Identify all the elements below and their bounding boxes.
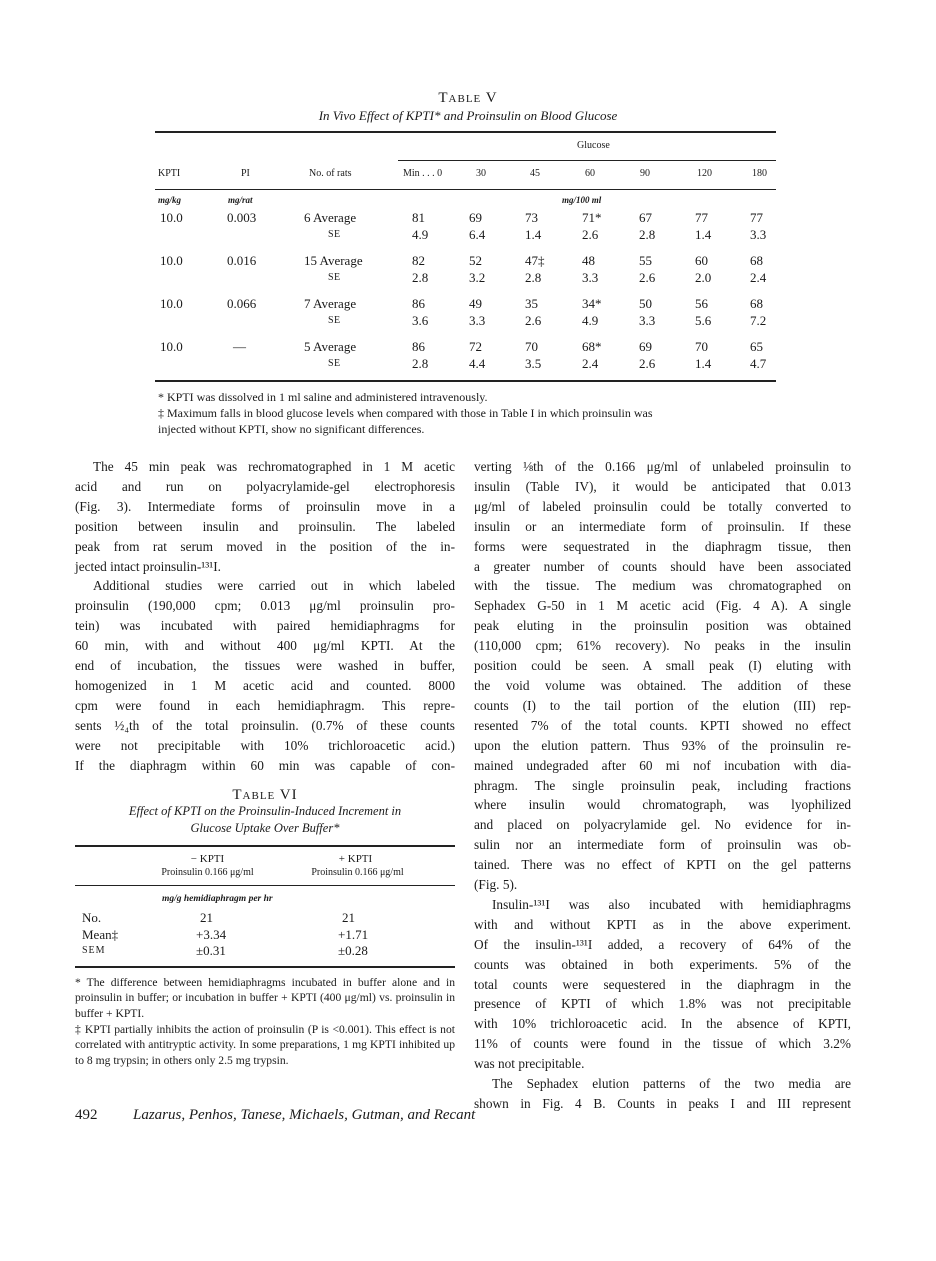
table5-footnote-2: ‡ Maximum falls in blood glucose levels when compared with those in Table I in which proinsulin was [158,406,653,420]
table5-se-value: 2.8 [412,356,429,371]
table5-footnote-3: injected without KPTI, show no significant differences. [158,422,425,436]
table5-se-value: 2.6 [582,227,599,242]
text-line: mained undegraded after 60 mi nof incubation with dia- [474,757,851,773]
table5-avg-value: 67 [639,210,652,225]
left-column-text [75,457,455,776]
text-line: (110,000 cpm; 61% recovery). No peaks in the insulin [474,638,851,654]
table5-se-value: 1.4 [525,227,542,242]
table5-se-value: 3.5 [525,356,542,371]
text-line: was not precipitable. [474,1056,585,1072]
table5-se-value: 3.3 [750,227,767,242]
text-line: jected intact proinsulin-¹³¹I. [75,558,221,574]
table5-time-col: 45 [530,168,540,179]
text-line: total counts were sequestered in the diaphragm in the [474,976,851,992]
table5-se-value: 3.6 [412,313,429,328]
table5-avg-label: 15 Average [304,253,363,268]
text-line: and placed on polyacrylamide gel. No evidence for in- [474,817,851,833]
table5-kpti-value: 10.0 [160,253,183,268]
table6-col1-subheader: Proinsulin 0.166 μg/ml [161,867,254,878]
table5-avg-value: 70 [695,339,708,354]
table5-header-rule [155,189,776,190]
table5-se-value: 4.7 [750,356,767,371]
table5-top-rule [155,131,776,133]
table5-title: Table V [438,90,498,106]
text-line: peak eluting in the proinsulin position was obtained [474,618,851,634]
table5-se-value: 2.0 [695,270,712,285]
text-line: shown in Fig. 4 B. Counts in peaks I and III represent [474,1096,851,1111]
text-line: the void volume was obtained. The addition of these [474,677,851,693]
table5-se-value: 3.3 [582,270,599,285]
running-footer-authors: Lazarus, Penhos, Tanese, Michaels, Gutman, and Recant [133,1107,476,1123]
table5-avg-value: 68 [750,296,763,311]
table6-col2-value: 21 [342,910,355,925]
table5-avg-value: 77 [750,210,763,225]
table6-col2-header: + KPTI [338,853,373,865]
table6-header-rule [75,885,455,886]
table5-col-rats: No. of rats [309,168,352,179]
table5-time-col: 30 [476,168,486,179]
table5-se-value: 6.4 [469,227,486,242]
text-line: (Fig. 5). [474,877,518,893]
text-line: phragm. The single proinsulin peak, including fractions [474,777,851,793]
table5-avg-value: 70 [525,339,538,354]
text-line: Of the insulin-¹³¹I added, a recovery of 64% of the [474,936,851,952]
table5-avg-value: 50 [639,296,652,311]
text-line: sulin nor an intermediate form of proinsulin was ob- [474,837,851,853]
table5-avg-value: 56 [695,296,708,311]
text-line: The Sephadex elution patterns of the two media are [492,1076,851,1092]
text-line: insulin or an intermediate form of proinsulin. If these [474,518,851,534]
text-line: acid and run on polyacrylamide-gel electrophoresis [75,478,455,494]
table6-row-label: No. [82,910,102,925]
table5-se-value: 2.8 [412,270,429,285]
table6-col2-subheader: Proinsulin 0.166 μg/ml [311,867,404,878]
text-line: with the tissue. The medium was chromatographed on [474,578,851,594]
table5-avg-value: 86 [412,296,425,311]
table5-avg-value: 69 [639,339,652,354]
table6-bottom-rule [75,966,455,968]
text-line: insulin (Table IV), it would be anticipated that 0.013 [474,478,851,494]
page-number: 492 [75,1107,98,1123]
text-line: upon the elution pattern. Thus 93% of the proinsulin re- [474,737,851,753]
table5-avg-value: 65 [750,339,763,354]
table5-pi-value: 0.066 [227,296,257,311]
table5-avg-value: 81 [412,210,425,225]
table5-pi-value: — [233,339,246,354]
table5-avg-label: 5 Average [304,339,357,354]
table5-pi-value: 0.003 [227,210,257,225]
text-line: (Fig. 3). Intermediate forms of proinsulin move in a [75,498,455,514]
table6-col1-value: ±0.31 [196,943,226,958]
text-line: homogenized in 1 M acetic acid and counted. 8000 [75,677,455,693]
table5-avg-value: 68* [582,339,602,354]
table5-time-col: Min . . . 0 [403,168,443,179]
table6-subtitle-1: Effect of KPTI on the Proinsulin-Induced Increment in [128,804,402,818]
text-line: cpm were found in each hemidiaphragm. This repre- [75,697,455,713]
table5-unit-kpti: mg/kg [158,195,182,205]
table5-se-value: 3.3 [639,313,656,328]
table5-se-value: 2.8 [639,227,656,242]
table5-se-label: SE [328,229,341,240]
table5-avg-value: 48 [582,253,595,268]
right-column-text [474,457,851,1114]
table5-kpti-value: 10.0 [160,296,183,311]
table5-avg-value: 72 [469,339,482,354]
table5-se-value: 4.9 [582,313,599,328]
table5-time-col: 120 [697,168,712,179]
table6-col1-value: 21 [200,910,213,925]
text-line: counts was obtained in both experiments. 5% of the [474,956,851,972]
table6-unit: mg/g hemidiaphragm per hr [162,894,273,904]
text-line: 11% of counts were found in the tissue of which 3.2% [474,1036,851,1052]
table5-time-col: 90 [640,168,650,179]
table5-se-value: 1.4 [695,356,712,371]
text-line: resented 7% of the total counts. KPTI showed no effect [474,717,851,733]
text-line: tein) was incubated with paired hemidiaphragms for [75,618,455,634]
text-line: If the diaphragm within 60 min was capable of con- [75,757,455,773]
table5-avg-label: 6 Average [304,210,357,225]
text-line: with and without KPTI as in the above experiment. [474,916,851,932]
table5-avg-value: 52 [469,253,482,268]
table5-se-value: 2.4 [582,356,599,371]
text-line: position between insulin and proinsulin. The labeled [75,518,455,534]
text-line: forms were sequestrated in the diaphragm tissue, then [474,538,851,554]
table5-avg-value: 68 [750,253,763,268]
text-line: a greater number of counts should have been associated [474,558,851,574]
table6-col2-value: ±0.28 [338,943,368,958]
table5-subtitle: In Vivo Effect of KPTI* and Proinsulin on Blood Glucose [318,108,618,123]
text-line: μg/ml of labeled proinsulin could be totally converted to [474,498,851,514]
table5-se-label: SE [328,315,341,326]
table6-top-rule [75,845,455,847]
table5-se-value: 3.3 [469,313,486,328]
table5-avg-value: 49 [469,296,482,311]
table5-avg-value: 82 [412,253,425,268]
table6-col2-value: +1.71 [338,927,369,942]
table6-row-label: Mean‡ [82,927,119,942]
text-line: Insulin-¹³¹I was also incubated with hemidiaphragms [492,896,851,912]
table5-se-label: SE [328,358,341,369]
text-line: proinsulin (190,000 cpm; 0.013 μg/ml proinsulin pro- [75,598,455,614]
text-line: Sephadex G-50 in 1 M acetic acid (Fig. 4 A). A single [474,598,851,614]
text-line: end of incubation, the tissues were washed in buffer, [75,658,455,674]
table5-avg-value: 35 [525,296,538,311]
table5-se-value: 2.8 [525,270,542,285]
table5-se-value: 1.4 [695,227,712,242]
table5-se-value: 2.6 [639,356,656,371]
table5-avg-value: 60 [695,253,708,268]
text-line: presence of KPTI of which 1.8% was not precipitable [474,996,851,1012]
text-line: sents ½₄th of the total proinsulin. (0.7% of these counts [75,717,455,733]
text-line: Additional studies were carried out in which labeled [93,578,455,594]
table5-se-value: 2.4 [750,270,767,285]
table5-se-value: 7.2 [750,313,767,328]
text-line: peak from rat serum moved in the position of the in- [75,538,455,554]
table5-kpti-value: 10.0 [160,210,183,225]
table6-row-label: SEM [82,945,106,956]
table5-time-col: 60 [585,168,595,179]
table5-se-value: 2.6 [639,270,656,285]
table5-avg-value: 77 [695,210,708,225]
text-line: tained. There was no effect of KPTI on the gel patterns [474,857,851,873]
text-line: position could be seen. A small peak (I) eluting with [474,658,851,674]
table6-title: Table VI [232,787,298,803]
table5-glucose-rule [398,160,776,161]
text-line: were not precipitable with 10% trichloroacetic acid.) [75,737,455,753]
table5-footnote-1: * KPTI was dissolved in 1 ml saline and administered intravenously. [158,390,488,404]
table5-se-value: 4.4 [469,356,486,371]
table5-avg-value: 69 [469,210,482,225]
table5-kpti-value: 10.0 [160,339,183,354]
table6-col1-value: +3.34 [196,927,227,942]
table5-avg-value: 73 [525,210,538,225]
table5-avg-value: 34* [582,296,602,311]
text-line: where insulin would chromatograph, was lyophilized [474,797,851,813]
table5-unit-glucose: mg/100 ml [562,195,602,205]
table5-pi-value: 0.016 [227,253,257,268]
table5-time-col: 180 [752,168,767,179]
table5-glucose-header: Glucose [577,140,610,151]
table5-col-pi: PI [241,168,250,179]
table6-footnote-1: * The difference between hemidiaphragms incubated in buffer alone and in proinsulin in buffer; or incubation in buffer + KPTI (400 μg/ml) vs. proinsulin in buffer + KPTI. [75,976,455,1020]
table6-col1-header: − KPTI [190,853,225,865]
table5-se-value: 5.6 [695,313,712,328]
table5-se-label: SE [328,272,341,283]
table5-se-value: 2.6 [525,313,542,328]
table5-avg-label: 7 Average [304,296,357,311]
table5-avg-value: 55 [639,253,652,268]
table5-unit-pi: mg/rat [228,195,253,205]
table6-footnote-2: ‡ KPTI partially inhibits the action of proinsulin (P is <0.001). This effect is not correlated with antitryptic activity. In some preparations, 1 mg KPTI inhibited up to 8 mg trypsin; in others only 2.5 mg trypsin. [75,1023,455,1067]
table5-bottom-rule [155,380,776,382]
text-line: with 10% trichloroacetic acid. In the absence of KPTI, [474,1016,851,1032]
text-line: The 45 min peak was rechromatographed in 1 M acetic [93,459,455,474]
text-line: 60 min, with and without 400 μg/ml KPTI. At the [75,638,455,654]
text-line: verting ⅛th of the 0.166 μg/ml of unlabeled proinsulin to [474,459,851,474]
table5-se-value: 4.9 [412,227,429,242]
table6-subtitle-2: Glucose Uptake Over Buffer* [190,821,340,835]
text-line: counts (I) to the tail portion of the elution (III) rep- [474,697,851,713]
table5-avg-value: 71* [582,210,602,225]
table5-col-kpti: KPTI [158,168,181,179]
table5-se-value: 3.2 [469,270,486,285]
table5-avg-value: 86 [412,339,425,354]
table5-avg-value: 47‡ [525,253,545,268]
